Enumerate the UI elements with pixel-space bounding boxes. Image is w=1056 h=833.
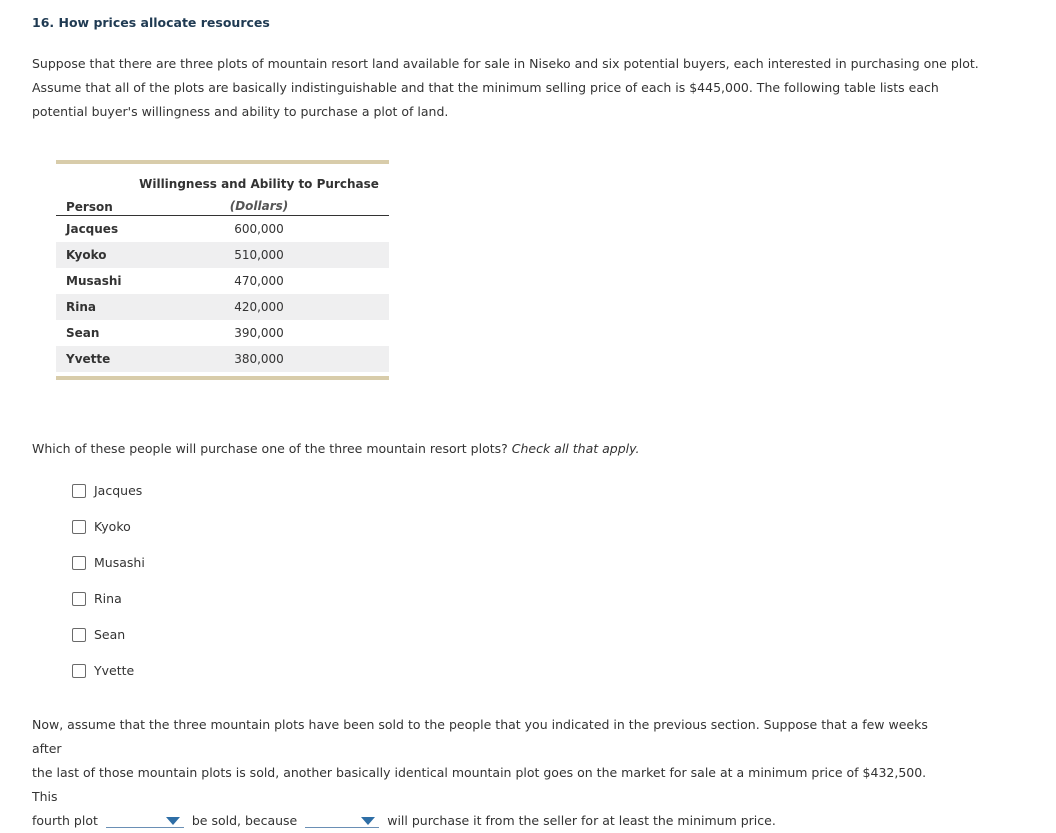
followup-text: fourth plot bbox=[32, 813, 98, 828]
table-row bbox=[56, 294, 389, 320]
followup-line: the last of those mountain plots is sold, another basically identical mountain plot goes on the market for sale at a minimum price of $432,500. This bbox=[32, 765, 927, 804]
followup-text: be sold, because bbox=[191, 813, 298, 828]
intro-paragraph bbox=[32, 52, 992, 124]
question-hint: Check all that apply. bbox=[511, 441, 640, 456]
row-value: 420,000 bbox=[234, 300, 284, 314]
intro-line: Assume that all of the plots are basically indistinguishable and that the minimum selling price of each is $445,000. The following table lists each bbox=[32, 80, 939, 95]
option-label: Musashi bbox=[94, 555, 145, 570]
row-value: 510,000 bbox=[234, 248, 284, 262]
intro-line: Suppose that there are three plots of mountain resort land available for sale in Niseko and six potential buyers, each interested in purchasing one plot. bbox=[32, 56, 979, 71]
checkbox[interactable] bbox=[72, 664, 86, 678]
will-wont-dropdown[interactable] bbox=[106, 813, 184, 828]
followup-text: will purchase it from the seller for at least the minimum price. bbox=[387, 813, 776, 828]
option-yvette[interactable] bbox=[72, 663, 145, 699]
table-row bbox=[56, 346, 389, 372]
row-person: Sean bbox=[66, 326, 100, 340]
table-bottom-rule bbox=[56, 376, 389, 380]
table-row bbox=[56, 268, 389, 294]
intro-line: potential buyer's willingness and ability to purchase a plot of land. bbox=[32, 104, 449, 119]
followup-line: Now, assume that the three mountain plots have been sold to the people that you indicated in the previous section. Suppose that a few weeks after bbox=[32, 717, 928, 756]
checkbox[interactable] bbox=[72, 484, 86, 498]
row-value: 470,000 bbox=[234, 274, 284, 288]
chevron-down-icon bbox=[361, 817, 375, 825]
option-kyoko[interactable] bbox=[72, 519, 145, 555]
option-musashi[interactable] bbox=[72, 555, 145, 591]
checkbox[interactable] bbox=[72, 628, 86, 642]
option-label: Jacques bbox=[94, 483, 143, 498]
option-label: Sean bbox=[94, 627, 126, 642]
question-title: 16. How prices allocate resources bbox=[32, 15, 270, 30]
checkbox-list bbox=[72, 483, 145, 699]
question-text: Which of these people will purchase one of the three mountain resort plots? bbox=[32, 441, 508, 456]
row-person: Kyoko bbox=[66, 248, 107, 262]
header-unit: (Dollars) bbox=[229, 199, 289, 213]
table-row bbox=[56, 320, 389, 346]
row-person: Rina bbox=[66, 300, 96, 314]
row-person: Jacques bbox=[66, 222, 119, 236]
row-value: 390,000 bbox=[234, 326, 284, 340]
row-value: 380,000 bbox=[234, 352, 284, 366]
header-person: Person bbox=[66, 200, 113, 214]
option-label: Rina bbox=[94, 591, 122, 606]
buyer-dropdown[interactable] bbox=[305, 813, 379, 828]
option-rina[interactable] bbox=[72, 591, 145, 627]
option-label: Kyoko bbox=[94, 519, 131, 534]
checkbox[interactable] bbox=[72, 520, 86, 534]
row-person: Musashi bbox=[66, 274, 122, 288]
buyers-table bbox=[56, 160, 389, 380]
checkbox[interactable] bbox=[72, 556, 86, 570]
followup-paragraph bbox=[32, 713, 952, 833]
header-willingness: Willingness and Ability to Purchase bbox=[139, 177, 379, 191]
followup-line-with-dropdowns bbox=[32, 809, 952, 833]
row-person: Yvette bbox=[66, 352, 111, 366]
option-label: Yvette bbox=[94, 663, 135, 678]
table-row bbox=[56, 216, 389, 242]
option-jacques[interactable] bbox=[72, 483, 145, 519]
question-prompt bbox=[32, 441, 640, 456]
checkbox[interactable] bbox=[72, 592, 86, 606]
table-header bbox=[56, 164, 389, 216]
chevron-down-icon bbox=[166, 817, 180, 825]
table-row bbox=[56, 242, 389, 268]
option-sean[interactable] bbox=[72, 627, 145, 663]
row-value: 600,000 bbox=[234, 222, 284, 236]
